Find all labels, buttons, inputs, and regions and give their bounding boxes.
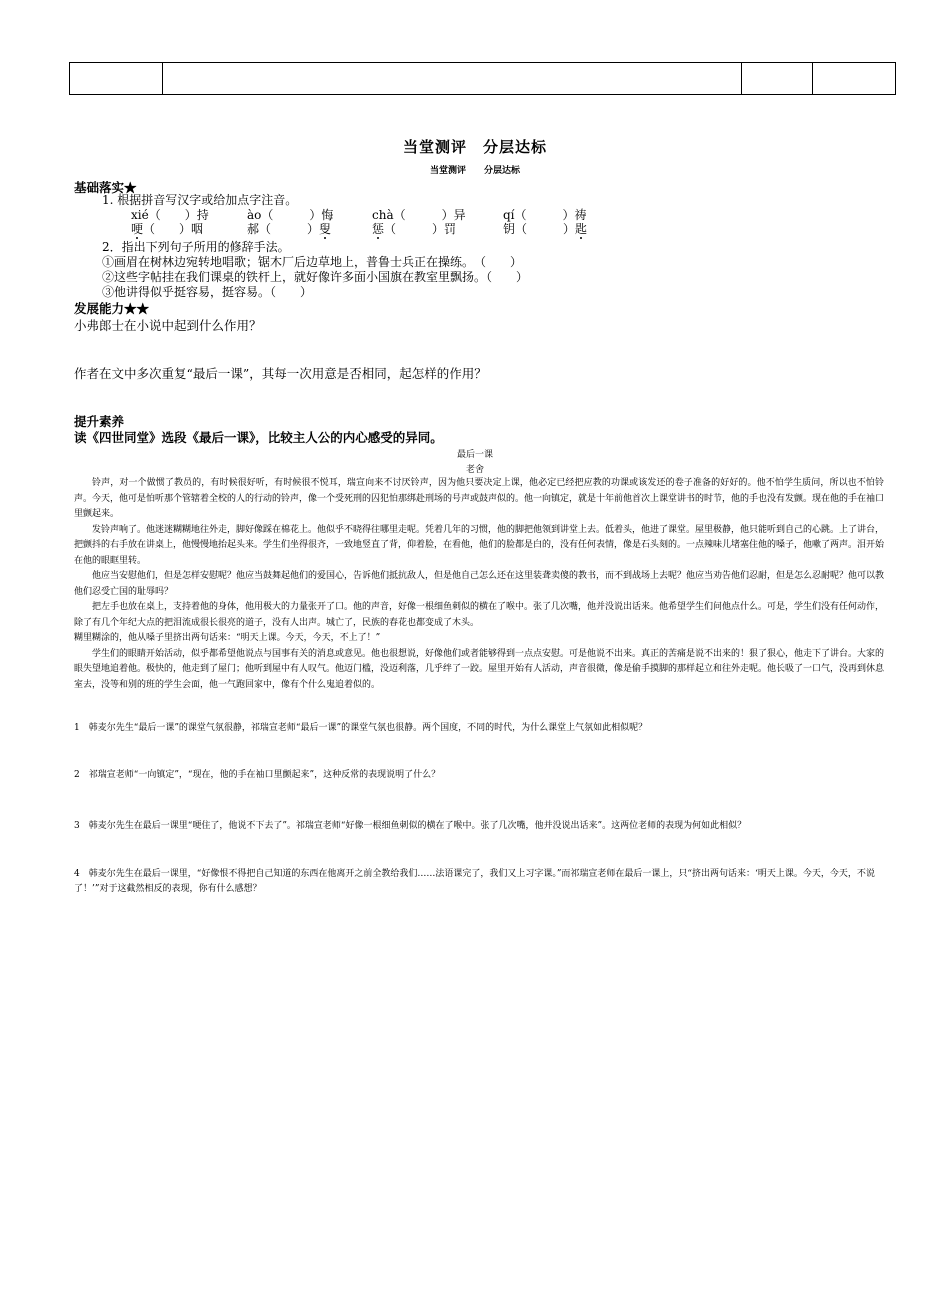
dotted-char: 叟 <box>319 222 332 236</box>
passage-paragraph: 把左手也放在桌上，支持着他的身体，他用极大的力量张开了口。他的声音，好像一根细鱼刺似的横在了喉中。张了几次嘴，他并没说出话来。他希望学生们问他点什么。可是，学生们没有任何动作，除了有几个年纪大点的把泪流成很长很亮的道子，没有人出声。城亡了，民族的春花也都变成了木头。 <box>74 602 885 628</box>
final-question-2: 2 祁瑞宣老师“一向镇定”，“现在，他的手在袖口里颤起来”，这种反常的表现说明了什么？ <box>74 770 441 780</box>
char-item-1-rest: （ ）咽 <box>143 222 204 236</box>
passage-author: 老舍 <box>465 465 484 475</box>
pinyin-item-2: ào（ ）悔 <box>247 208 334 222</box>
reading-task: 读《四世同堂》选段《最后一课》，比较主人公的内心感受的异同。 <box>74 430 443 445</box>
char-item-3 <box>372 222 456 236</box>
passage-paragraph: 铃声，对一个做惯了教员的，有时候很好听，有时候很不悦耳，瑞宣向来不讨厌铃声，因为他只要决定上课，他必定已经把应教的功课或该发还的卷子准备的好好的。他不怕学生质问，所以也不怕铃声。今天，他可是怕听那个管辖着全校的人的行动的铃声，像一个受死刑的囚犯怕那绑赴刑场的号声或鼓声似的。他一向镇定，就是十年前他首次上课堂讲书的时节，他的手也没有发颤。现在他的手在袖口里颤起来。 <box>74 478 885 519</box>
final-question-1: 1 韩麦尔先生“最后一课”的课堂气氛很静，祁瑞宣老师“最后一课”的课堂气氛也很静。两个国度，不同的时代，为什么课堂上气氛如此相似呢？ <box>74 723 648 733</box>
char-item-4 <box>503 222 587 236</box>
pinyin-item-1: xié（ ）持 <box>131 208 209 222</box>
section-improve: 提升素养 <box>74 414 125 429</box>
section-basic: 基础落实★ <box>74 180 137 195</box>
header-table <box>69 62 896 95</box>
passage-paragraph: 学生们的眼睛开始活动，似乎都希望他说点与国事有关的消息或意见。他也很想说，好像他们或者能够得到一点点安慰。可是他说不出来。真正的苦痛是说不出来的！狠了狠心，他走下了讲台。大家的眼失望地追着他。极快的，他走到了屋门；他听到屋中有人叹气。他迈门槛，没迈利落，几乎绊了一跤。屋里开始有人活动，声音很微，像是偷手摸脚的那样起立和往外走呢。他长吸了一口气，没再到休息室去，没等和别的班的学生会面，他一气跑回家中，像有个什么鬼追着似的。 <box>74 648 885 690</box>
page-title: 当堂测评 分层达标 <box>402 138 547 156</box>
develop-question-1: 小弗郎士在小说中起到什么作用？ <box>74 318 262 333</box>
char-item-2 <box>247 222 331 236</box>
pinyin-item-4: qí（ ）祷 <box>503 208 587 222</box>
passage-paragraph: 他应当安慰他们，但是怎样安慰呢？他应当鼓舞起他们的爱国心，告诉他们抵抗敌人，但是他自己怎么还在这里装聋卖傻的教书，而不到战场上去呢？他应当劝告他们忍耐，但是怎么忍耐呢？他可以教他们忍受亡国的耻辱吗？ <box>74 571 885 597</box>
char-item-2-pre: 郝（ ） <box>247 222 320 236</box>
passage-paragraph: 糊里糊涂的，他从嗓子里挤出两句话来：“明天上课。今天，今天，不上了！” <box>74 633 381 643</box>
passage-title: 最后一课 <box>456 450 493 460</box>
header-cell-1 <box>70 63 163 95</box>
passage-paragraph: 发铃声响了。他迷迷糊糊地往外走，脚好像踩在棉花上。他似乎不晓得往哪里走呢。凭着几年的习惯，他的脚把他领到讲堂上去。低着头，他进了课堂。屋里极静，他只能听到自己的心跳。上了讲台，把颤抖的右手放在讲桌上，他慢慢地抬起头来。学生们坐得很齐，一致地竖直了背，仰着脸，在看他，他们的脸都是白的，没有任何表情，像是石头刻的。一点辣味儿堵塞住他的嗓子，他嗽了两声。泪开始在他的眼眶里转。 <box>74 524 885 566</box>
header-cell-4 <box>813 63 896 95</box>
dotted-char: 匙 <box>575 222 588 236</box>
pinyin-item-3: chà（ ）异 <box>372 208 466 222</box>
passage-body <box>74 476 884 693</box>
q2-item-2: ②这些字帖挂在我们课桌的铁杆上，就好像许多面小国旗在教室里飘扬。（ ） <box>102 270 529 284</box>
char-item-1 <box>131 222 203 236</box>
page-subtitle: 当堂测评 分层达标 <box>429 166 520 176</box>
dotted-char: 哽 <box>131 222 144 236</box>
q2-stem: 2．指出下列句子所用的修辞手法。 <box>102 240 290 254</box>
char-item-3-rest: （ ）罚 <box>384 222 457 236</box>
header-cell-2 <box>163 63 742 95</box>
final-question-3: 3 韩麦尔先生在最后一课里“哽住了，他说不下去了”。祁瑞宣老师“好像一根细鱼刺似的横在了喉中。张了几次嘴，他并没说出话来”。这两位老师的表现为何如此相似？ <box>74 821 747 831</box>
header-cell-3 <box>742 63 813 95</box>
q2-item-3: ③他讲得似乎挺容易，挺容易。（ ） <box>102 285 313 299</box>
dotted-char: 惩 <box>372 222 385 236</box>
char-item-4-pre: 钥（ ） <box>503 222 576 236</box>
q2-item-1: ①画眉在树林边宛转地唱歌；锯木厂后边草地上，普鲁士兵正在操练。 （ ） <box>102 255 523 269</box>
final-question-4: 4 韩麦尔先生在最后一课里，“好像恨不得把自己知道的东西在他离开之前全教给我们……法语课完了，我们又上习字课。”而祁瑞宣老师在最后一课上，只“挤出两句话来：‘明天上课。今天，今天，不说了！’”对于这截然相反的表现，你有什么感想？ <box>74 869 875 894</box>
q1-stem: 1. 根据拼音写汉字或给加点字注音。 <box>102 193 298 207</box>
develop-question-2: 作者在文中多次重复“最后一课”，其每一次用意是否相同，起怎样的作用？ <box>74 366 487 381</box>
section-develop: 发展能力★★ <box>74 301 150 316</box>
